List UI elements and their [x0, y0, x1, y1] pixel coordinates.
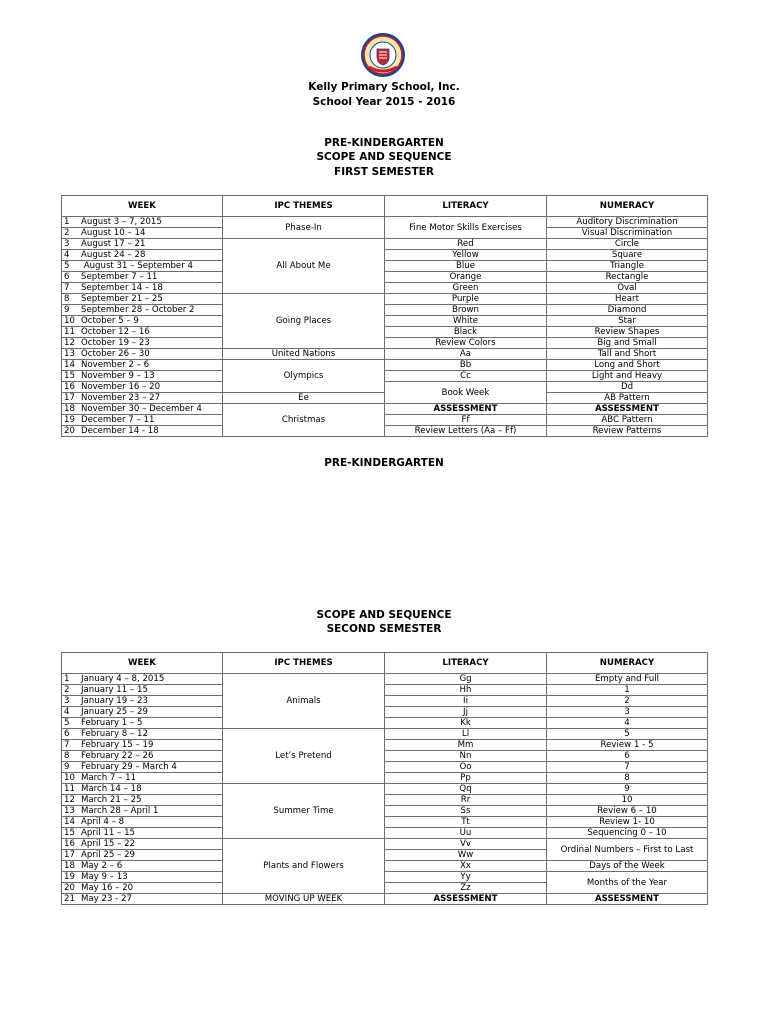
- week-cell: 19 December 7 – 11: [62, 415, 223, 426]
- table-row: [62, 894, 708, 905]
- numeracy-cell: Long and Short: [547, 360, 708, 371]
- table-row: [62, 239, 708, 250]
- week-cell: 8 September 21 – 25: [62, 294, 223, 305]
- week-cell: 6 February 8 – 12: [62, 729, 223, 740]
- theme-cell: United Nations: [223, 349, 385, 360]
- first-semester-table: [61, 195, 708, 437]
- numeracy-cell: Heart: [547, 294, 708, 305]
- week-cell: 4 January 25 – 29: [62, 707, 223, 718]
- week-cell: 5 February 1 – 5: [62, 718, 223, 729]
- numeracy-cell: 10: [547, 795, 708, 806]
- literacy-cell: Nn: [385, 751, 547, 762]
- table-row: [62, 762, 708, 773]
- literacy-cell: Oo: [385, 762, 547, 773]
- literacy-cell: Rr: [385, 795, 547, 806]
- literacy-cell: Fine Motor Skills Exercises: [385, 217, 547, 239]
- numeracy-cell: Star: [547, 316, 708, 327]
- table-row: [62, 382, 708, 393]
- literacy-cell: Review Colors: [385, 338, 547, 349]
- week-cell: 7 February 15 – 19: [62, 740, 223, 751]
- literacy-cell: Vv: [385, 839, 547, 850]
- sem1-title-3: FIRST SEMESTER: [334, 166, 434, 178]
- literacy-cell: Yellow: [385, 250, 547, 261]
- literacy-cell: Ii: [385, 696, 547, 707]
- table-row: [62, 338, 708, 349]
- week-cell: 18 May 2 – 6: [62, 861, 223, 872]
- week-cell: 17 November 23 – 27: [62, 393, 223, 404]
- school-name: Kelly Primary School, Inc.: [308, 81, 460, 93]
- theme-cell: All About Me: [223, 239, 385, 294]
- table-row: [62, 283, 708, 294]
- week-cell: 3 August 17 – 21: [62, 239, 223, 250]
- week-cell: 14 April 4 – 8: [62, 817, 223, 828]
- numeracy-cell: Days of the Week: [547, 861, 708, 872]
- numeracy-cell: Circle: [547, 239, 708, 250]
- week-cell: 11 October 12 – 16: [62, 327, 223, 338]
- literacy-cell: Aa: [385, 349, 547, 360]
- theme-cell: Animals: [223, 674, 385, 729]
- week-cell: 13 March 28 – April 1: [62, 806, 223, 817]
- literacy-cell: ASSESSMENT: [385, 894, 547, 905]
- week-cell: 11 March 14 – 18: [62, 784, 223, 795]
- column-header: IPC THEMES: [223, 653, 385, 674]
- numeracy-cell: 1: [547, 685, 708, 696]
- theme-cell: Olympics: [223, 360, 385, 393]
- table-row: [62, 740, 708, 751]
- literacy-cell: Ww: [385, 850, 547, 861]
- column-header: WEEK: [62, 196, 223, 217]
- week-cell: 4 August 24 – 28: [62, 250, 223, 261]
- table-row: [62, 817, 708, 828]
- numeracy-cell: Square: [547, 250, 708, 261]
- literacy-cell: Mm: [385, 740, 547, 751]
- week-cell: 21 May 23 - 27: [62, 894, 223, 905]
- numeracy-cell: ASSESSMENT: [547, 894, 708, 905]
- table-row: [62, 806, 708, 817]
- theme-cell: Book Week: [385, 382, 547, 404]
- theme-cell: Christmas: [223, 404, 385, 437]
- numeracy-cell: Oval: [547, 283, 708, 294]
- literacy-cell: Kk: [385, 718, 547, 729]
- week-cell: 2 August 10 – 14: [62, 228, 223, 239]
- table-row: [62, 404, 708, 415]
- literacy-cell: Ss: [385, 806, 547, 817]
- literacy-cell: Brown: [385, 305, 547, 316]
- literacy-cell: Purple: [385, 294, 547, 305]
- theme-cell: MOVING UP WEEK: [223, 894, 385, 905]
- week-cell: 1 January 4 – 8, 2015: [62, 674, 223, 685]
- numeracy-cell: 3: [547, 707, 708, 718]
- literacy-cell: Review Letters (Aa – Ff): [385, 426, 547, 437]
- week-cell: 18 November 30 – December 4: [62, 404, 223, 415]
- table-row: [62, 294, 708, 305]
- week-cell: 12 October 19 – 23: [62, 338, 223, 349]
- theme-cell: Let’s Pretend: [223, 729, 385, 784]
- week-cell: 9 February 29 – March 4: [62, 762, 223, 773]
- numeracy-cell: 8: [547, 773, 708, 784]
- table-row: [62, 426, 708, 437]
- table-row: [62, 729, 708, 740]
- week-cell: 10 March 7 – 11: [62, 773, 223, 784]
- numeracy-cell: Visual Discrimination: [547, 228, 708, 239]
- table-row: [62, 250, 708, 261]
- week-cell: 15 November 9 – 13: [62, 371, 223, 382]
- numeracy-cell: Review 1 - 5: [547, 740, 708, 751]
- table-row: [62, 360, 708, 371]
- school-seal-logo: [360, 32, 406, 78]
- column-header: NUMERACY: [547, 653, 708, 674]
- literacy-cell: Blue: [385, 261, 547, 272]
- numeracy-cell: Big and Small: [547, 338, 708, 349]
- week-cell: 14 November 2 – 6: [62, 360, 223, 371]
- literacy-cell: Hh: [385, 685, 547, 696]
- week-cell: 9 September 28 – October 2: [62, 305, 223, 316]
- literacy-cell: Ee: [223, 393, 385, 404]
- table-row: [62, 773, 708, 784]
- theme-cell: Phase-In: [223, 217, 385, 239]
- table-header-row: [62, 653, 708, 674]
- numeracy-cell: 9: [547, 784, 708, 795]
- literacy-cell: Zz: [385, 883, 547, 894]
- table-row: [62, 272, 708, 283]
- week-cell: 10 October 5 – 9: [62, 316, 223, 327]
- table-row: [62, 795, 708, 806]
- literacy-cell: Green: [385, 283, 547, 294]
- table-row: [62, 784, 708, 795]
- table-row: [62, 674, 708, 685]
- table-row: [62, 685, 708, 696]
- table-row: [62, 349, 708, 360]
- numeracy-cell: Empty and Full: [547, 674, 708, 685]
- literacy-cell: Tt: [385, 817, 547, 828]
- numeracy-cell: Diamond: [547, 305, 708, 316]
- literacy-cell: Jj: [385, 707, 547, 718]
- table-row: [62, 828, 708, 839]
- numeracy-cell: 2: [547, 696, 708, 707]
- second-semester-table: [61, 652, 708, 905]
- week-cell: 1 August 3 – 7, 2015: [62, 217, 223, 228]
- numeracy-cell: Months of the Year: [547, 872, 708, 894]
- numeracy-cell: Ordinal Numbers – First to Last: [547, 839, 708, 861]
- table-row: [62, 305, 708, 316]
- table-row: [62, 861, 708, 872]
- week-cell: 6 September 7 – 11: [62, 272, 223, 283]
- week-cell: 3 January 19 – 23: [62, 696, 223, 707]
- column-header: NUMERACY: [547, 196, 708, 217]
- sem2-title-2: SECOND SEMESTER: [326, 623, 442, 635]
- numeracy-cell: 6: [547, 751, 708, 762]
- numeracy-cell: Review 1- 10: [547, 817, 708, 828]
- theme-cell: Plants and Flowers: [223, 839, 385, 894]
- table-row: [62, 261, 708, 272]
- week-cell: 12 March 21 – 25: [62, 795, 223, 806]
- column-header: LITERACY: [385, 653, 547, 674]
- table-row: [62, 707, 708, 718]
- table-row: [62, 371, 708, 382]
- table-row: [62, 839, 708, 850]
- literacy-cell: Dd: [547, 382, 708, 393]
- literacy-cell: Qq: [385, 784, 547, 795]
- week-cell: 20 May 16 – 20: [62, 883, 223, 894]
- literacy-cell: Red: [385, 239, 547, 250]
- numeracy-cell: ASSESSMENT: [547, 404, 708, 415]
- numeracy-cell: 4: [547, 718, 708, 729]
- literacy-cell: Ff: [385, 415, 547, 426]
- sem2-title-1: SCOPE AND SEQUENCE: [316, 609, 452, 621]
- numeracy-cell: Tall and Short: [547, 349, 708, 360]
- table-row: [62, 327, 708, 338]
- week-cell: 19 May 9 – 13: [62, 872, 223, 883]
- literacy-cell: Black: [385, 327, 547, 338]
- numeracy-cell: Rectangle: [547, 272, 708, 283]
- literacy-cell: ASSESSMENT: [385, 404, 547, 415]
- week-cell: 16 November 16 – 20: [62, 382, 223, 393]
- week-cell: 13 October 26 – 30: [62, 349, 223, 360]
- sem1-title-2: SCOPE AND SEQUENCE: [316, 151, 452, 163]
- literacy-cell: Xx: [385, 861, 547, 872]
- week-cell: 16 April 15 – 22: [62, 839, 223, 850]
- column-header: WEEK: [62, 653, 223, 674]
- week-cell: 2 January 11 – 15: [62, 685, 223, 696]
- literacy-cell: Ll: [385, 729, 547, 740]
- numeracy-cell: Review Shapes: [547, 327, 708, 338]
- table-row: [62, 415, 708, 426]
- column-header: IPC THEMES: [223, 196, 385, 217]
- literacy-cell: White: [385, 316, 547, 327]
- literacy-cell: Yy: [385, 872, 547, 883]
- week-cell: 7 September 14 – 18: [62, 283, 223, 294]
- table-row: [62, 751, 708, 762]
- table-row: [62, 696, 708, 707]
- numeracy-cell: 7: [547, 762, 708, 773]
- literacy-cell: Cc: [385, 371, 547, 382]
- table-row: [62, 217, 708, 228]
- numeracy-cell: Auditory Discrimination: [547, 217, 708, 228]
- week-cell: 5 August 31 – September 4: [62, 261, 223, 272]
- sem1-title-1: PRE-KINDERGARTEN: [324, 137, 444, 149]
- week-cell: 8 February 22 – 26: [62, 751, 223, 762]
- literacy-cell: Bb: [385, 360, 547, 371]
- numeracy-cell: Light and Heavy: [547, 371, 708, 382]
- numeracy-cell: Review Patterns: [547, 426, 708, 437]
- literacy-cell: Gg: [385, 674, 547, 685]
- table-row: [62, 872, 708, 883]
- numeracy-cell: AB Pattern: [547, 393, 708, 404]
- school-year: School Year 2015 - 2016: [312, 96, 456, 108]
- literacy-cell: Uu: [385, 828, 547, 839]
- numeracy-cell: Triangle: [547, 261, 708, 272]
- week-cell: 17 April 25 – 29: [62, 850, 223, 861]
- numeracy-cell: ABC Pattern: [547, 415, 708, 426]
- numeracy-cell: 5: [547, 729, 708, 740]
- numeracy-cell: Sequencing 0 – 10: [547, 828, 708, 839]
- week-cell: 20 December 14 - 18: [62, 426, 223, 437]
- theme-cell: Summer Time: [223, 784, 385, 839]
- week-cell: 15 April 11 – 15: [62, 828, 223, 839]
- table-row: [62, 718, 708, 729]
- theme-cell: Going Places: [223, 294, 385, 349]
- table-row: [62, 316, 708, 327]
- mid-page-title: PRE-KINDERGARTEN: [324, 457, 444, 469]
- table-header-row: [62, 196, 708, 217]
- literacy-cell: Pp: [385, 773, 547, 784]
- literacy-cell: Orange: [385, 272, 547, 283]
- numeracy-cell: Review 6 – 10: [547, 806, 708, 817]
- column-header: LITERACY: [385, 196, 547, 217]
